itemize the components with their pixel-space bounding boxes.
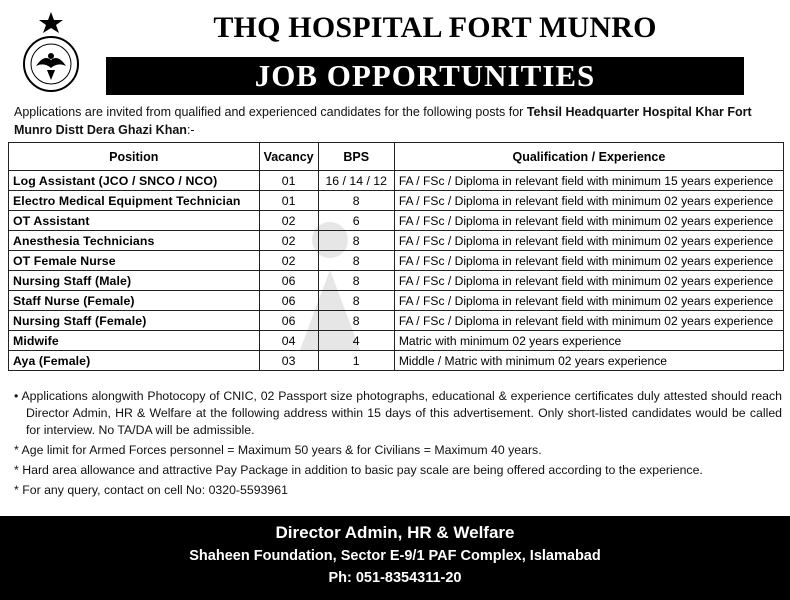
table-row	[9, 171, 784, 191]
table-row	[9, 211, 784, 231]
vacancy-cell: 04	[259, 331, 318, 351]
bps-cell: 8	[318, 231, 394, 251]
job-opportunities-banner	[106, 57, 744, 95]
qualification-cell: FA / FSc / Diploma in relevant field with minimum 02 years experience	[394, 271, 783, 291]
bps-cell: 4	[318, 331, 394, 351]
column-header-bps: BPS	[318, 143, 394, 171]
table-row	[9, 271, 784, 291]
column-header-position: Position	[9, 143, 260, 171]
position-cell: Staff Nurse (Female)	[9, 291, 260, 311]
intro-suffix: :-	[186, 123, 195, 137]
position-cell: Nursing Staff (Male)	[9, 271, 260, 291]
bullet: *	[14, 463, 19, 477]
bps-cell: 8	[318, 271, 394, 291]
position-cell: Aya (Female)	[9, 351, 260, 371]
position-cell: Anesthesia Technicians	[9, 231, 260, 251]
qualification-cell: FA / FSc / Diploma in relevant field with minimum 02 years experience	[394, 191, 783, 211]
vacancy-cell: 01	[259, 171, 318, 191]
bps-cell: 8	[318, 251, 394, 271]
table-row	[9, 251, 784, 271]
table-row	[9, 291, 784, 311]
note-item	[14, 482, 782, 499]
vacancy-cell: 06	[259, 271, 318, 291]
bullet: *	[14, 443, 19, 457]
table-row	[9, 311, 784, 331]
table-header-row	[9, 143, 784, 171]
shaheen-foundation-seal-icon	[20, 8, 82, 96]
position-cell: OT Assistant	[9, 211, 260, 231]
notes-section	[14, 388, 782, 502]
hospital-name: Tehsil Headquarter Hospital Khar Fort Munro Distt Dera Ghazi Khan	[14, 105, 752, 137]
table-row	[9, 231, 784, 251]
table-row	[9, 331, 784, 351]
footer-phone: Ph: 051-8354311-20	[328, 570, 462, 586]
note-text: Hard area allowance and attractive Pay Package in addition to basic pay scale are being offered according to the experience.	[22, 463, 703, 477]
vacancy-cell: 03	[259, 351, 318, 371]
position-cell: OT Female Nurse	[9, 251, 260, 271]
column-header-qualification: Qualification / Experience	[394, 143, 783, 171]
note-item	[14, 442, 782, 459]
footer-address: Shaheen Foundation, Sector E-9/1 PAF Complex, Islamabad	[189, 548, 601, 564]
column-header-vacancy: Vacancy	[259, 143, 318, 171]
position-cell: Nursing Staff (Female)	[9, 311, 260, 331]
position-cell: Electro Medical Equipment Technician	[9, 191, 260, 211]
vacancy-cell: 06	[259, 291, 318, 311]
bps-cell: 16 / 14 / 12	[318, 171, 394, 191]
note-text: Applications alongwith Photocopy of CNIC, 02 Passport size photographs, educational & experience certificates duly attested should reach Director Admin, HR & Welfare at the following address within 15 days of this advertisement. Only short-listed candidates would be called for interview. No TA/DA will be admissible.	[21, 389, 782, 437]
bps-cell: 8	[318, 191, 394, 211]
bps-cell: 6	[318, 211, 394, 231]
banner-text: JOB OPPORTUNITIES	[254, 58, 596, 93]
bps-cell: 8	[318, 291, 394, 311]
qualification-cell: Middle / Matric with minimum 02 years experience	[394, 351, 783, 371]
intro-text: Applications are invited from qualified and experienced candidates for the following posts for	[14, 105, 527, 119]
table-row	[9, 191, 784, 211]
intro-paragraph	[14, 103, 780, 139]
vacancy-cell: 02	[259, 231, 318, 251]
bps-cell: 1	[318, 351, 394, 371]
bps-cell: 8	[318, 311, 394, 331]
position-cell: Log Assistant (JCO / SNCO / NCO)	[9, 171, 260, 191]
vacancy-cell: 02	[259, 211, 318, 231]
contact-footer	[0, 516, 790, 600]
vacancy-cell: 01	[259, 191, 318, 211]
qualification-cell: Matric with minimum 02 years experience	[394, 331, 783, 351]
qualification-cell: FA / FSc / Diploma in relevant field with minimum 02 years experience	[394, 311, 783, 331]
positions-table	[8, 142, 784, 371]
qualification-cell: FA / FSc / Diploma in relevant field with minimum 02 years experience	[394, 231, 783, 251]
vacancy-cell: 06	[259, 311, 318, 331]
note-text: Age limit for Armed Forces personnel = Maximum 50 years & for Civilians = Maximum 40 years.	[21, 443, 542, 457]
organization-logo	[20, 8, 82, 96]
qualification-cell: FA / FSc / Diploma in relevant field with minimum 02 years experience	[394, 251, 783, 271]
qualification-cell: FA / FSc / Diploma in relevant field with minimum 02 years experience	[394, 211, 783, 231]
bullet: •	[14, 389, 19, 403]
note-item	[14, 462, 782, 479]
vacancy-cell: 02	[259, 251, 318, 271]
table-row	[9, 351, 784, 371]
note-text: For any query, contact on cell No: 0320-5593961	[22, 483, 288, 497]
note-item	[14, 388, 782, 439]
footer-department: Director Admin, HR & Welfare	[275, 523, 515, 542]
qualification-cell: FA / FSc / Diploma in relevant field with minimum 15 years experience	[394, 171, 783, 191]
page-title: THQ HOSPITAL FORT MUNRO	[213, 11, 657, 44]
position-cell: Midwife	[9, 331, 260, 351]
bullet: *	[14, 483, 19, 497]
qualification-cell: FA / FSc / Diploma in relevant field with minimum 02 years experience	[394, 291, 783, 311]
